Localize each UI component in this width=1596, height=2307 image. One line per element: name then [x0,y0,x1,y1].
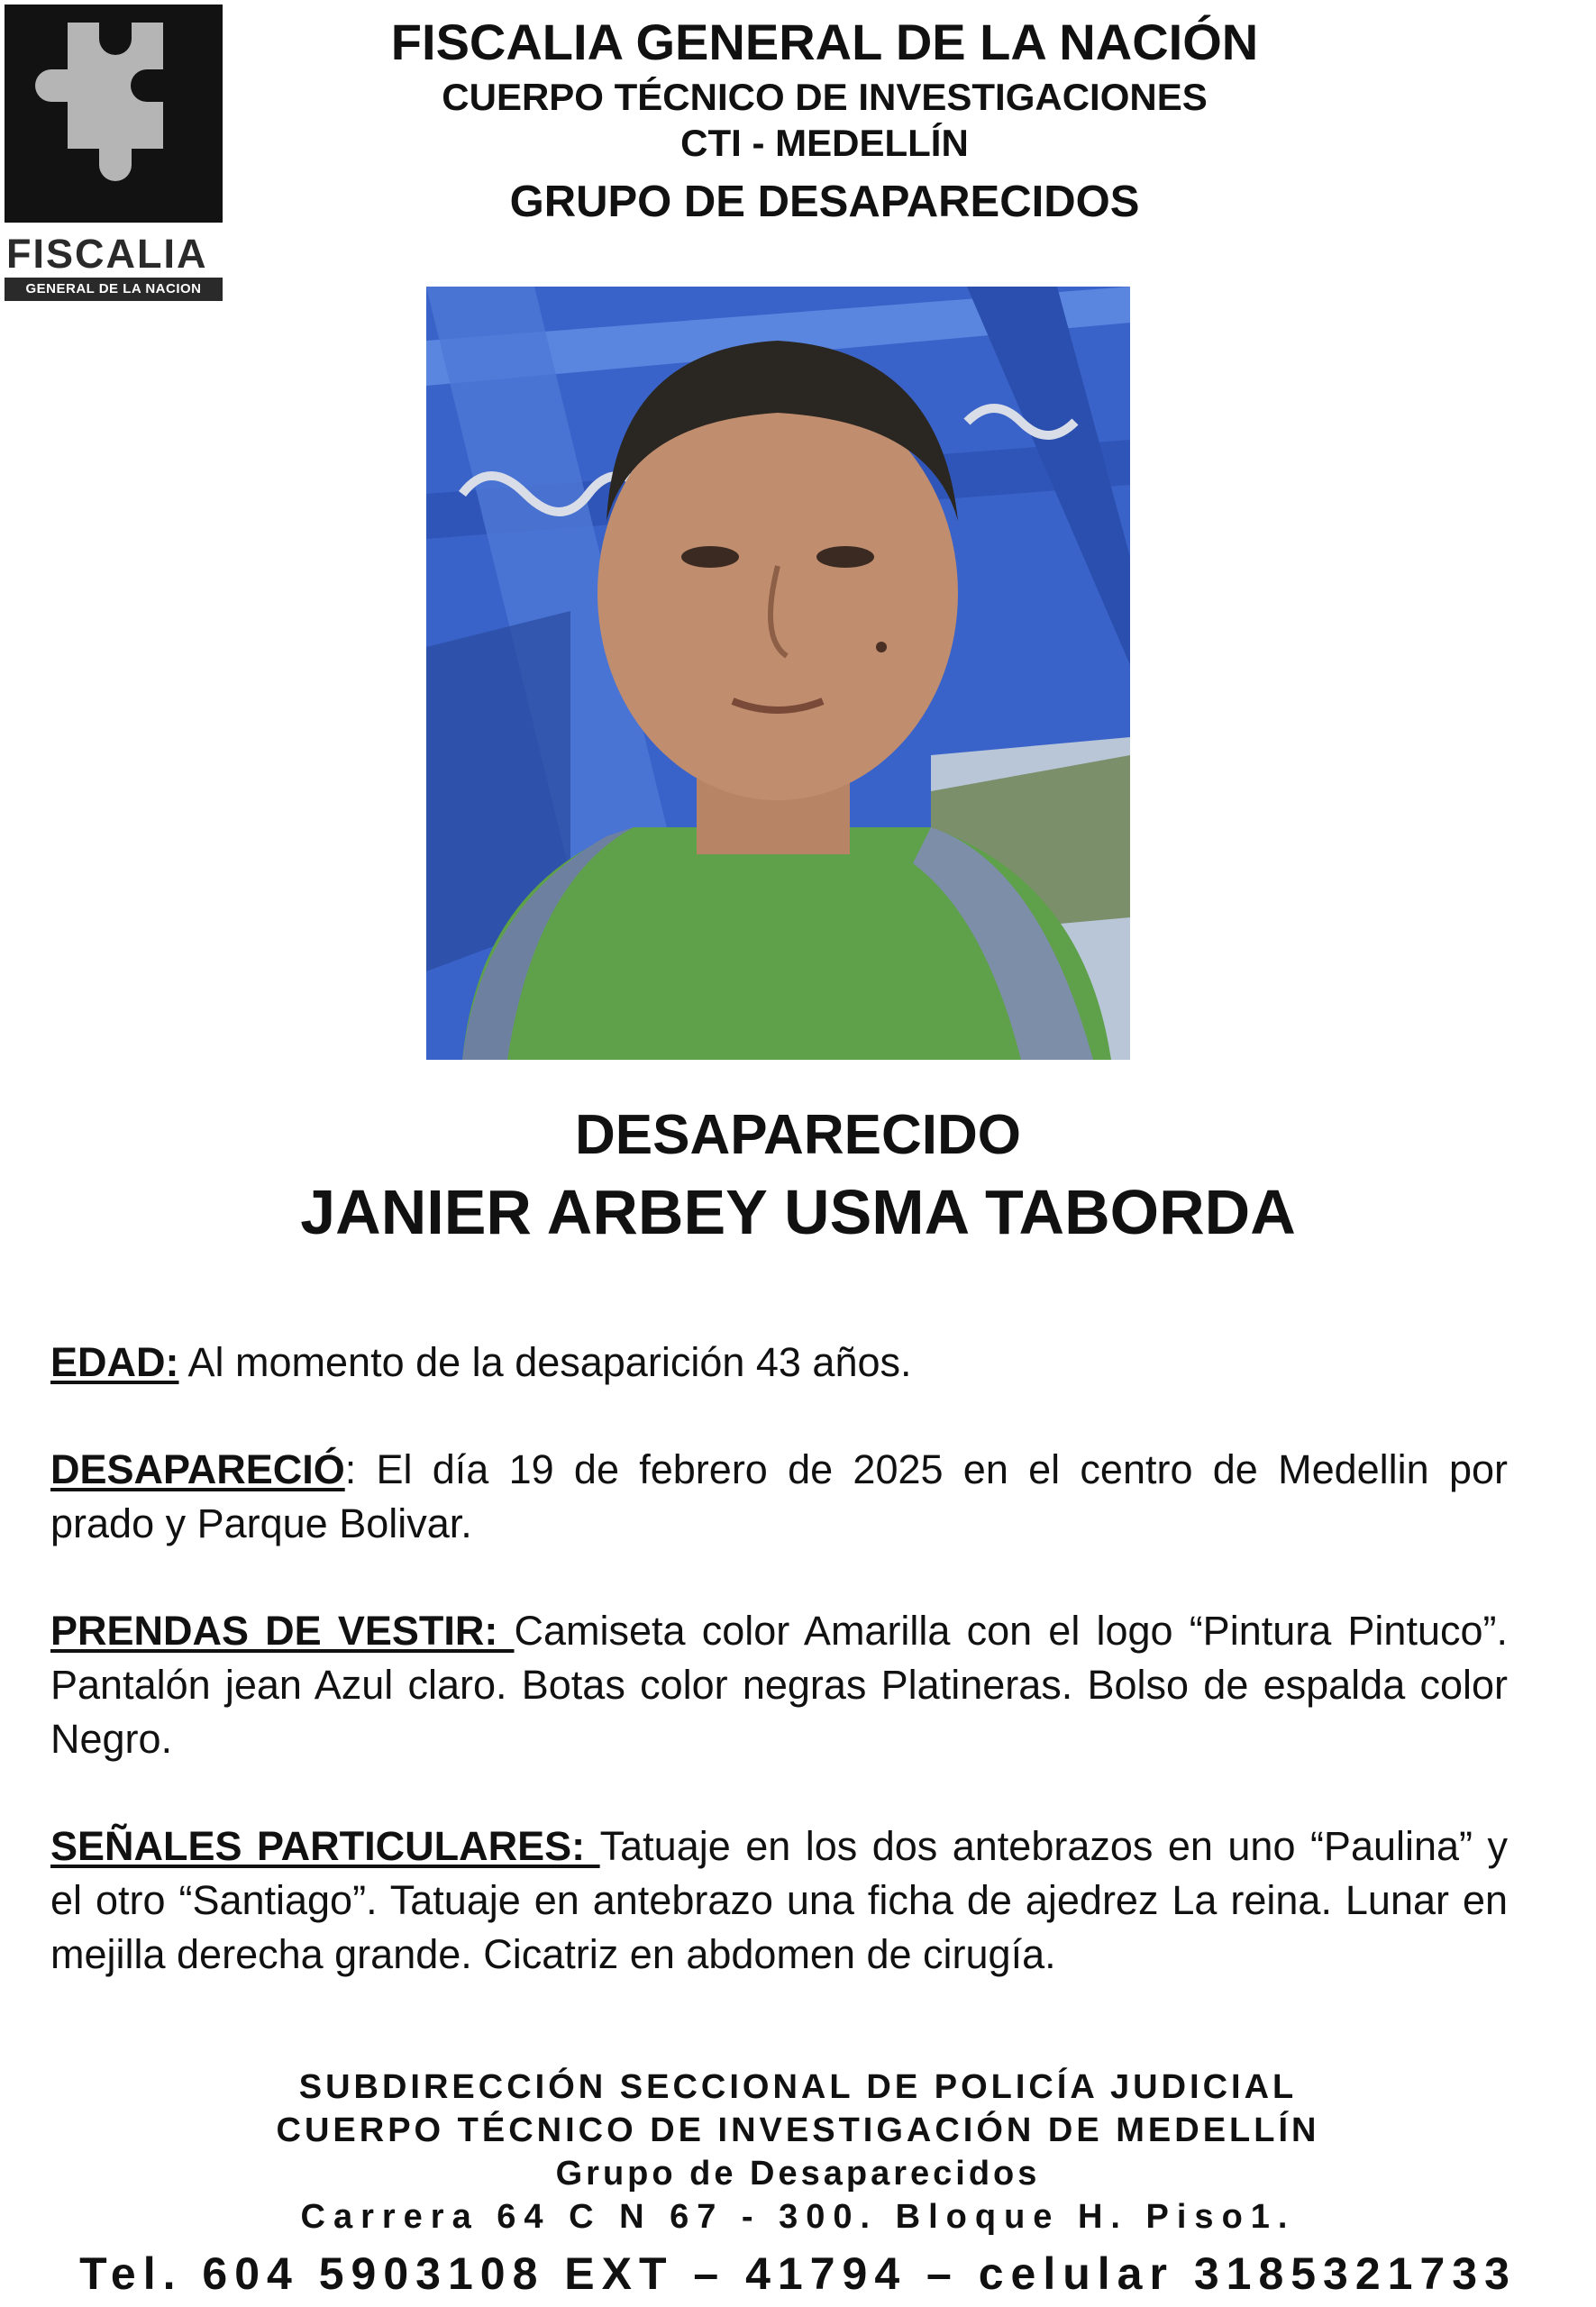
notice-title [90,1099,1506,1253]
disappeared-label: DESAPARECIÓ [50,1446,345,1492]
header-office: CTI - MEDELLÍN [680,122,969,164]
logo-subtitle: GENERAL DE LA NACION [5,278,223,301]
header-body: CUERPO TÉCNICO DE INVESTIGACIONES [442,76,1208,118]
marks-text: Tatuaje en los dos antebrazos en uno “Paulina” y el otro “Santiago”. Tatuaje en antebrazo una ficha de ajedrez La reina. Lunar en mejilla derecha grande. Cicatriz en abdomen de cirugía. [50,1823,1508,1977]
age-label: EDAD: [50,1339,179,1385]
footer-phone: Tel. 604 5903108 EXT – 41794 – celular 3185321733 [79,2248,1517,2299]
detail-disappeared [50,1443,1508,1551]
fiscalia-logo [5,5,223,307]
document-footer [0,2065,1596,2303]
clothing-text: Camiseta color Amarilla con el logo “Pintura Pintuco”. Pantalón jean Azul claro. Botas color negras Platineras. Bolso de espalda color Negro. [50,1608,1508,1762]
footer-body: CUERPO TÉCNICO DE INVESTIGACIÓN DE MEDELLÍN [276,2111,1320,2149]
detail-clothing [50,1604,1508,1766]
missing-person-photo [426,287,1130,1060]
detail-age [50,1336,1508,1390]
footer-group: Grupo de Desaparecidos [555,2155,1041,2193]
header-group: GRUPO DE DESAPARECIDOS [509,178,1140,226]
disappeared-text: : El día 19 de febrero de 2025 en el centro de Medellin por prado y Parque Bolivar. [50,1446,1508,1546]
clothing-label: PRENDAS DE VESTIR: [50,1608,515,1654]
age-text: Al momento de la desaparición 43 años. [178,1339,912,1385]
footer-address: Carrera 64 C N 67 - 300. Bloque H. Piso1. [300,2198,1296,2236]
status-heading: DESAPARECIDO [575,1104,1021,1166]
logo-wordmark: FISCALIA [6,231,208,277]
person-details [50,1336,1508,1982]
marks-label: SEÑALES PARTICULARES: [50,1823,600,1869]
detail-marks [50,1819,1508,1982]
header-institution: FISCALIA GENERAL DE LA NACIÓN [390,14,1259,70]
document-header [234,11,1415,234]
person-name: JANIER ARBEY USMA TABORDA [300,1177,1296,1247]
footer-subdirection: SUBDIRECCIÓN SECCIONAL DE POLICÍA JUDICIAL [298,2068,1298,2106]
puzzle-piece-icon [5,5,223,223]
